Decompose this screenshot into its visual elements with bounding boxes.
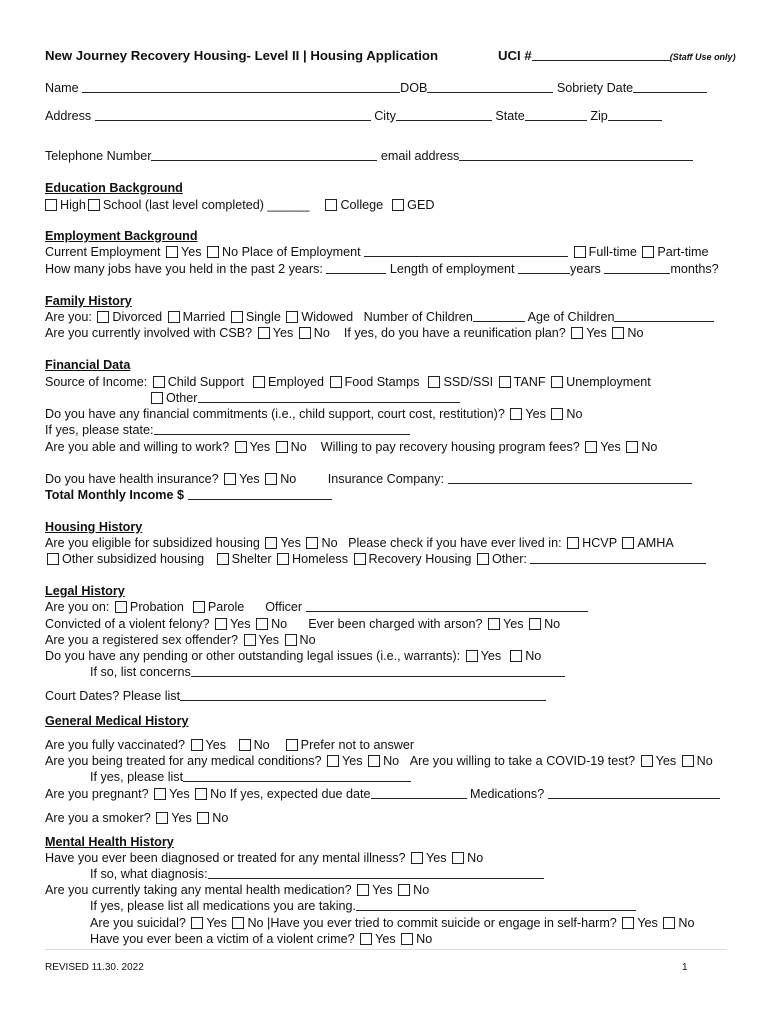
employment-yes-checkbox[interactable] (166, 246, 178, 258)
married-checkbox[interactable] (168, 311, 180, 323)
homeless-checkbox[interactable] (277, 553, 289, 565)
housing-heading: Housing History (45, 520, 143, 534)
name-input[interactable] (82, 81, 400, 93)
other-income-input[interactable] (198, 391, 460, 403)
csb-row: Are you currently involved with CSB? Yes No If yes, do you have a reunification plan? Yes No (45, 326, 644, 340)
victim-row: Have you ever been a victim of a violent crime? Yes No (90, 932, 433, 946)
pending-yes-checkbox[interactable] (466, 650, 478, 662)
legal-heading: Legal History (45, 584, 125, 598)
concerns-row: If so, list concerns (90, 665, 565, 680)
subsidized-no-checkbox[interactable] (306, 537, 318, 549)
work-yes-checkbox[interactable] (235, 441, 247, 453)
fees-no-checkbox[interactable] (626, 441, 638, 453)
other-income-checkbox[interactable] (151, 392, 163, 404)
hcvp-checkbox[interactable] (567, 537, 579, 549)
address-input[interactable] (95, 109, 371, 121)
medical-list-row: If yes, please list (90, 770, 411, 785)
tanf-checkbox[interactable] (499, 376, 511, 388)
suicidal-row: Are you suicidal? Yes No |Have you ever tried to commit suicide or engage in self-harm? Yes No (90, 916, 695, 930)
concerns-input[interactable] (191, 665, 565, 677)
education-row: High School (last level completed) ______ College GED (45, 198, 434, 213)
fulltime-checkbox[interactable] (574, 246, 586, 258)
pending-no-checkbox[interactable] (510, 650, 522, 662)
reunification-yes-checkbox[interactable] (571, 327, 583, 339)
months-input[interactable] (604, 262, 670, 274)
commitments-yes-checkbox[interactable] (510, 408, 522, 420)
csb-yes-checkbox[interactable] (258, 327, 270, 339)
vaccinated-row: Are you fully vaccinated? Yes No Prefer not to answer (45, 738, 415, 752)
widowed-checkbox[interactable] (286, 311, 298, 323)
page-number: 1 (682, 962, 688, 973)
form-title: New Journey Recovery Housing- Level II | Housing Application (45, 48, 439, 63)
vaccinated-prefer-checkbox[interactable] (286, 739, 298, 751)
probation-row: Are you on: Probation Parole Officer (45, 600, 588, 615)
pending-row: Do you have any pending or other outstanding legal issues (i.e., warrants): Yes No (45, 649, 542, 663)
insurance-company-input[interactable] (448, 472, 692, 484)
mental-meds-yes-checkbox[interactable] (357, 884, 369, 896)
smoker-row: Are you a smoker? Yes No (45, 811, 229, 825)
diagnosed-row: Have you ever been diagnosed or treated for any mental illness? Yes No (45, 851, 484, 865)
employed-checkbox[interactable] (253, 376, 265, 388)
suicidal-no-checkbox[interactable] (232, 917, 244, 929)
treated-yes-checkbox[interactable] (327, 755, 339, 767)
list-meds-row: If yes, please list all medications you are taking. (90, 899, 636, 914)
footer-divider (45, 949, 727, 950)
treated-no-checkbox[interactable] (368, 755, 380, 767)
diagnosis-row: If so, what diagnosis: (90, 867, 544, 882)
diagnosis-input[interactable] (208, 867, 544, 879)
parttime-checkbox[interactable] (642, 246, 654, 258)
shelter-checkbox[interactable] (217, 553, 229, 565)
child-support-checkbox[interactable] (153, 376, 165, 388)
high-checkbox[interactable] (45, 199, 57, 211)
uci-line[interactable] (532, 49, 670, 61)
vaccinated-yes-checkbox[interactable] (191, 739, 203, 751)
pregnant-yes-checkbox[interactable] (154, 788, 166, 800)
ged-checkbox[interactable] (392, 199, 404, 211)
email-input[interactable] (459, 149, 693, 161)
other-housing-input[interactable] (530, 552, 706, 564)
work-row: Are you able and willing to work? Yes No Willing to pay recovery housing program fees? Yes No (45, 440, 658, 454)
city-input[interactable] (396, 109, 492, 121)
due-date-input[interactable] (371, 787, 467, 799)
parole-checkbox[interactable] (193, 601, 205, 613)
work-no-checkbox[interactable] (276, 441, 288, 453)
name-row: Name DOB Sobriety Date (45, 81, 707, 96)
sex-offender-yes-checkbox[interactable] (244, 634, 256, 646)
single-checkbox[interactable] (231, 311, 243, 323)
mental-heading: Mental Health History (45, 835, 174, 849)
address-row: Address City State Zip (45, 109, 662, 124)
financial-heading: Financial Data (45, 358, 131, 372)
probation-checkbox[interactable] (115, 601, 127, 613)
felony-row: Convicted of a violent felony? Yes No Ever been charged with arson? Yes No (45, 617, 561, 631)
please-state-input[interactable] (154, 423, 410, 435)
num-children-input[interactable] (473, 310, 525, 322)
years-input[interactable] (518, 262, 570, 274)
housing-types-row: Other subsidized housing Shelter Homeless Recovery Housing Other: (45, 552, 706, 567)
insurance-row: Do you have health insurance? Yes No Insurance Company: (45, 472, 692, 487)
other-subsidized-checkbox[interactable] (47, 553, 59, 565)
amha-checkbox[interactable] (622, 537, 634, 549)
family-heading: Family History (45, 294, 132, 308)
victim-yes-checkbox[interactable] (360, 933, 372, 945)
other-housing-checkbox[interactable] (477, 553, 489, 565)
insurance-no-checkbox[interactable] (265, 473, 277, 485)
fees-yes-checkbox[interactable] (585, 441, 597, 453)
diagnosed-no-checkbox[interactable] (452, 852, 464, 864)
sobriety-input[interactable] (633, 81, 707, 93)
covid-no-checkbox[interactable] (682, 755, 694, 767)
commitments-row: Do you have any financial commitments (i.e., child support, court cost, restitution)? Yes No (45, 407, 583, 421)
form-header (45, 48, 438, 64)
total-income-input[interactable] (188, 488, 332, 500)
suicidal-yes-checkbox[interactable] (191, 917, 203, 929)
employment-row: Current Employment Yes No Place of Employment Full-time Part-time (45, 245, 709, 259)
felony-no-checkbox[interactable] (256, 618, 268, 630)
self-harm-yes-checkbox[interactable] (622, 917, 634, 929)
jobs-count-input[interactable] (326, 262, 386, 274)
subsidized-yes-checkbox[interactable] (265, 537, 277, 549)
revised-date: REVISED 11.30. 2022 (45, 962, 144, 973)
age-children-input[interactable] (614, 310, 714, 322)
school-checkbox[interactable] (88, 199, 100, 211)
education-heading: Education Background (45, 181, 183, 195)
uci-field[interactable]: UCI # (Staff Use only) (498, 48, 736, 63)
subsidized-row: Are you eligible for subsidized housing Yes No Please check if you have ever lived in: HCVP AMHA (45, 536, 674, 550)
covid-yes-checkbox[interactable] (641, 755, 653, 767)
contact-row: Telephone Number email address (45, 149, 693, 164)
smoker-yes-checkbox[interactable] (156, 812, 168, 824)
treated-row: Are you being treated for any medical conditions? Yes No Are you willing to take a COVID-19 test? Yes No (45, 754, 713, 768)
court-dates-input[interactable] (180, 689, 546, 701)
commitments-no-checkbox[interactable] (551, 408, 563, 420)
zip-input[interactable] (608, 109, 662, 121)
recovery-housing-checkbox[interactable] (354, 553, 366, 565)
officer-input[interactable] (306, 600, 588, 612)
arson-yes-checkbox[interactable] (488, 618, 500, 630)
phone-input[interactable] (151, 149, 377, 161)
court-dates-row: Court Dates? Please list (45, 689, 546, 704)
employment-no-checkbox[interactable] (207, 246, 219, 258)
csb-no-checkbox[interactable] (299, 327, 311, 339)
mental-meds-row: Are you currently taking any mental health medication? Yes No (45, 883, 430, 897)
state-input[interactable] (525, 109, 587, 121)
victim-no-checkbox[interactable] (401, 933, 413, 945)
sex-offender-row: Are you a registered sex offender? Yes No (45, 633, 316, 647)
other-income-row: Other (151, 391, 460, 406)
smoker-no-checkbox[interactable] (197, 812, 209, 824)
medical-heading: General Medical History (45, 714, 189, 728)
reunification-no-checkbox[interactable] (612, 327, 624, 339)
pregnant-row: Are you pregnant? Yes No If yes, expected due date Medications? (45, 787, 720, 802)
vaccinated-no-checkbox[interactable] (239, 739, 251, 751)
felony-yes-checkbox[interactable] (215, 618, 227, 630)
please-state-row: If yes, please state: (45, 423, 410, 438)
unemployment-checkbox[interactable] (551, 376, 563, 388)
college-checkbox[interactable] (325, 199, 337, 211)
mental-meds-no-checkbox[interactable] (398, 884, 410, 896)
total-income-row: Total Monthly Income $ (45, 488, 332, 503)
food-stamps-checkbox[interactable] (330, 376, 342, 388)
insurance-yes-checkbox[interactable] (224, 473, 236, 485)
arson-no-checkbox[interactable] (529, 618, 541, 630)
self-harm-no-checkbox[interactable] (663, 917, 675, 929)
list-meds-input[interactable] (356, 899, 636, 911)
pregnant-no-checkbox[interactable] (195, 788, 207, 800)
dob-input[interactable] (427, 81, 553, 93)
medical-list-input[interactable] (183, 770, 411, 782)
place-of-employment-input[interactable] (364, 245, 568, 257)
ssd-checkbox[interactable] (428, 376, 440, 388)
marital-row: Are you: Divorced Married Single Widowed Number of Children Age of Children (45, 310, 714, 325)
diagnosed-yes-checkbox[interactable] (411, 852, 423, 864)
employment-heading: Employment Background (45, 229, 198, 243)
medications-input[interactable] (548, 787, 720, 799)
jobs-row: How many jobs have you held in the past 2 years: Length of employment years months? (45, 262, 719, 276)
sex-offender-no-checkbox[interactable] (285, 634, 297, 646)
income-source-row: Source of Income: Child Support Employed Food Stamps SSD/SSI TANF Unemployment (45, 375, 651, 389)
divorced-checkbox[interactable] (97, 311, 109, 323)
